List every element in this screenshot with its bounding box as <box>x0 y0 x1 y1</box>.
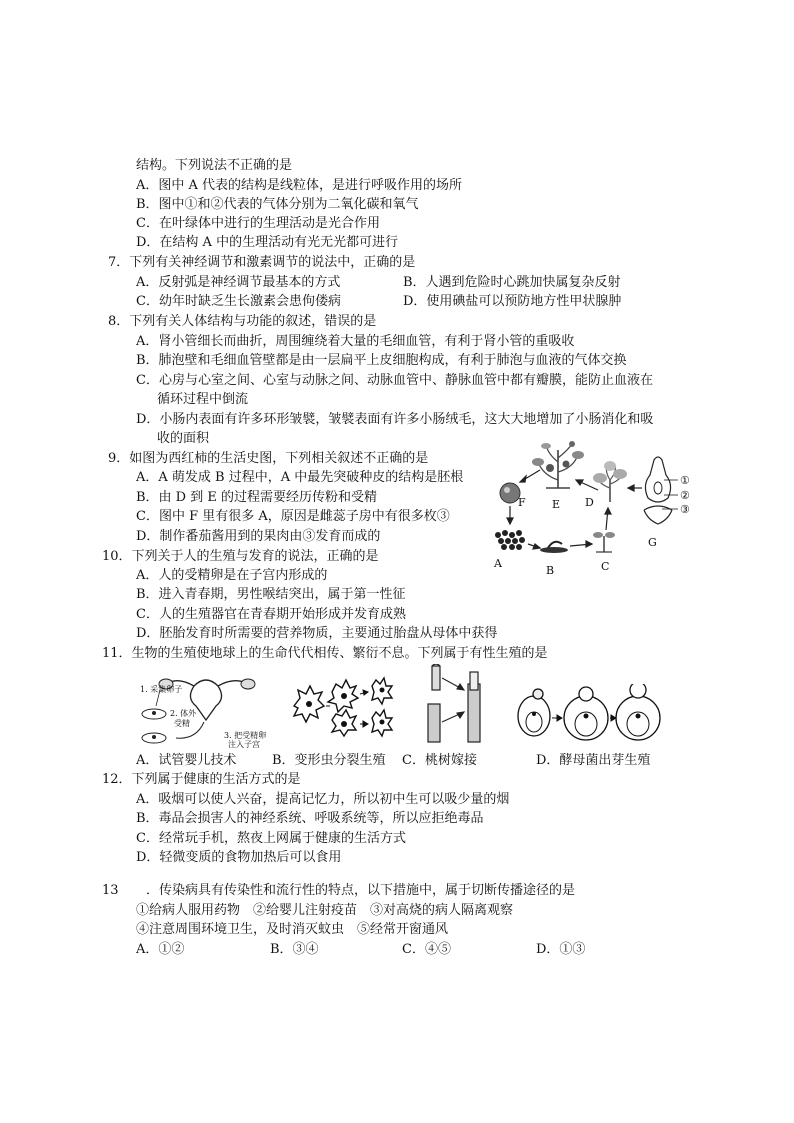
q11-option-b: B．变形虫分裂生殖 <box>272 753 386 768</box>
amoeba-division-figure <box>288 672 398 738</box>
q8-stem: 8．下列有关人体结构与功能的叙述，错误的是 <box>108 314 377 329</box>
q8-option-c-line1: C．心房与心室之间、心室与动脉之间、动脉血管中、静脉血管中都有瓣膜，能防止血液在 <box>136 373 653 388</box>
q6-option-c: C．在叶绿体中进行的生理活动是光合作用 <box>136 216 380 231</box>
q6-option-d: D．在结构 A 中的生理活动有光无光都可进行 <box>136 235 399 250</box>
q10-option-c: C．人的生殖器官在青春期开始形成并发育成熟 <box>136 607 406 622</box>
fig-label-d: D <box>585 496 594 509</box>
q6-option-a: A．图中 A 代表的结构是线粒体，是进行呼吸作用的场所 <box>136 178 463 193</box>
q9-option-b: B．由 D 到 E 的过程需要经历传粉和受精 <box>136 490 377 505</box>
q13-items-line1: ①给病人服用药物 ②给婴儿注射疫苗 ③对高烧的病人隔离观察 <box>136 903 514 918</box>
q6-stem-continued: 结构。下列说法不正确的是 <box>136 158 293 173</box>
q13-option-b: B．③④ <box>270 942 319 957</box>
pistil-icon <box>644 457 678 524</box>
tomato-fruit-icon <box>500 483 520 503</box>
q8-option-c-line2: 循环过程中倒流 <box>157 392 249 407</box>
q12-stem: 12．下列属于健康的生活方式的是 <box>102 772 301 787</box>
q6-option-b: B．图中①和②代表的气体分别为二氧化碳和氧气 <box>136 197 419 212</box>
q13-number: 13 <box>102 883 119 898</box>
q7-option-b: B．人遇到危险时心跳加快属复杂反射 <box>403 275 621 290</box>
q12-option-c: C．经常玩手机，熬夜上网属于健康的生活方式 <box>136 831 406 846</box>
q13-stem: ．传染病具有传染性和流行性的特点，以下措施中，属于切断传播途径的是 <box>146 883 576 898</box>
cycle-arrows <box>507 470 642 549</box>
q13-option-d: D．①③ <box>536 942 586 957</box>
q10-option-a: A．人的受精卵是在子宫内形成的 <box>136 568 328 583</box>
q7-stem: 7．下列有关神经调节和激素调节的说法中，正确的是 <box>108 255 416 270</box>
fig-label-1: ① <box>680 474 690 487</box>
amoeba-icon <box>294 678 392 736</box>
q13-items-line2: ④注意周围环境卫生，及时消灭蚊虫 ⑤经常开窗通风 <box>136 922 449 937</box>
fig-label-c: C <box>601 560 610 573</box>
q9-option-a: A．A 萌发成 B 过程中，A 中最先突破种皮的结构是胚根 <box>136 470 464 485</box>
q11-option-d: D．酵母菌出芽生殖 <box>536 753 651 768</box>
yeast-budding-figure <box>514 684 664 744</box>
q12-option-d: D．轻微变质的食物加热后可以食用 <box>136 850 342 865</box>
ivf-step3a-label: 3. 把受精卵 <box>224 731 267 740</box>
q8-option-d-line2: 收的面积 <box>157 431 210 446</box>
q10-stem: 10．下列关于人的生殖与发育的说法，正确的是 <box>102 549 379 564</box>
ivf-step3b-label: 注入子宫 <box>228 740 260 748</box>
ivf-step1-label: 1. 采集卵子 <box>140 685 183 694</box>
q8-option-b: B．肺泡壁和毛细血管壁都是由一层扁平上皮细胞构成，有利于肺泡与血液的气体交换 <box>136 353 627 368</box>
q10-option-b: B．进入青春期，男性喉结突出，属于第一性征 <box>136 587 406 602</box>
fig-label-g: G <box>648 536 657 549</box>
fig-label-2: ② <box>680 489 690 502</box>
fig-label-e: E <box>552 498 561 511</box>
seeds-icon <box>495 530 525 550</box>
q9-option-c: C．图中 F 里有很多 A，原因是雌蕊子房中有很多枚③ <box>136 509 450 524</box>
tomato-life-cycle-figure <box>488 440 706 580</box>
fig-label-b: B <box>546 564 555 577</box>
ivf-step2a-label: 2. 体外 <box>170 709 197 718</box>
young-plant-icon <box>593 461 627 502</box>
fig-label-a: A <box>494 557 502 570</box>
fig-label-f: F <box>518 496 526 509</box>
q7-option-d: D．使用碘盐可以预防地方性甲状腺肿 <box>403 294 622 309</box>
q12-option-b: B．毒品会损害人的神经系统、呼吸系统等，所以应拒绝毒品 <box>136 811 484 826</box>
ivf-step2b-label: 受精 <box>174 719 190 728</box>
scion-icon <box>432 664 440 690</box>
ivf-figure <box>136 668 276 748</box>
seedling-icon <box>593 532 615 552</box>
q11-option-c: C．桃树嫁接 <box>402 753 477 768</box>
q13-option-c: C．④⑤ <box>402 942 451 957</box>
q11-stem: 11．生物的生殖使地球上的生命代代相传、繁衍不息。下列属于有性生殖的是 <box>102 646 548 661</box>
q10-option-d: D．胚胎发育时所需要的营养物质，主要通过胎盘从母体中获得 <box>136 626 498 641</box>
grafting-figure <box>422 664 494 744</box>
q9-option-d: D．制作番茄酱用到的果肉由③发育而成的 <box>136 529 381 544</box>
q11-option-a: A．试管婴儿技术 <box>136 753 237 768</box>
q13-option-a: A．①② <box>136 942 185 957</box>
q8-option-d-line1: D．小肠内表面有许多环形皱襞，皱襞表面有许多小肠绒毛，这大大地增加了小肠消化和吸 <box>136 412 654 427</box>
q12-option-a: A．吸烟可以使人兴奋，提高记忆力，所以初中生可以吸少量的烟 <box>136 792 510 807</box>
q7-option-a: A．反射弧是神经调节最基本的方式 <box>136 275 341 290</box>
q9-stem: 9．如图为西红柿的生活史图，下列相关叙述不正确的是 <box>108 451 429 466</box>
fig-label-3: ③ <box>680 503 690 516</box>
q7-option-c: C．幼年时缺乏生长激素会患佝偻病 <box>136 294 341 309</box>
q8-option-a: A．肾小管细长而曲折，周围缠绕着大量的毛细血管，有利于肾小管的重吸收 <box>136 334 575 349</box>
germinating-seed-icon <box>540 542 568 553</box>
